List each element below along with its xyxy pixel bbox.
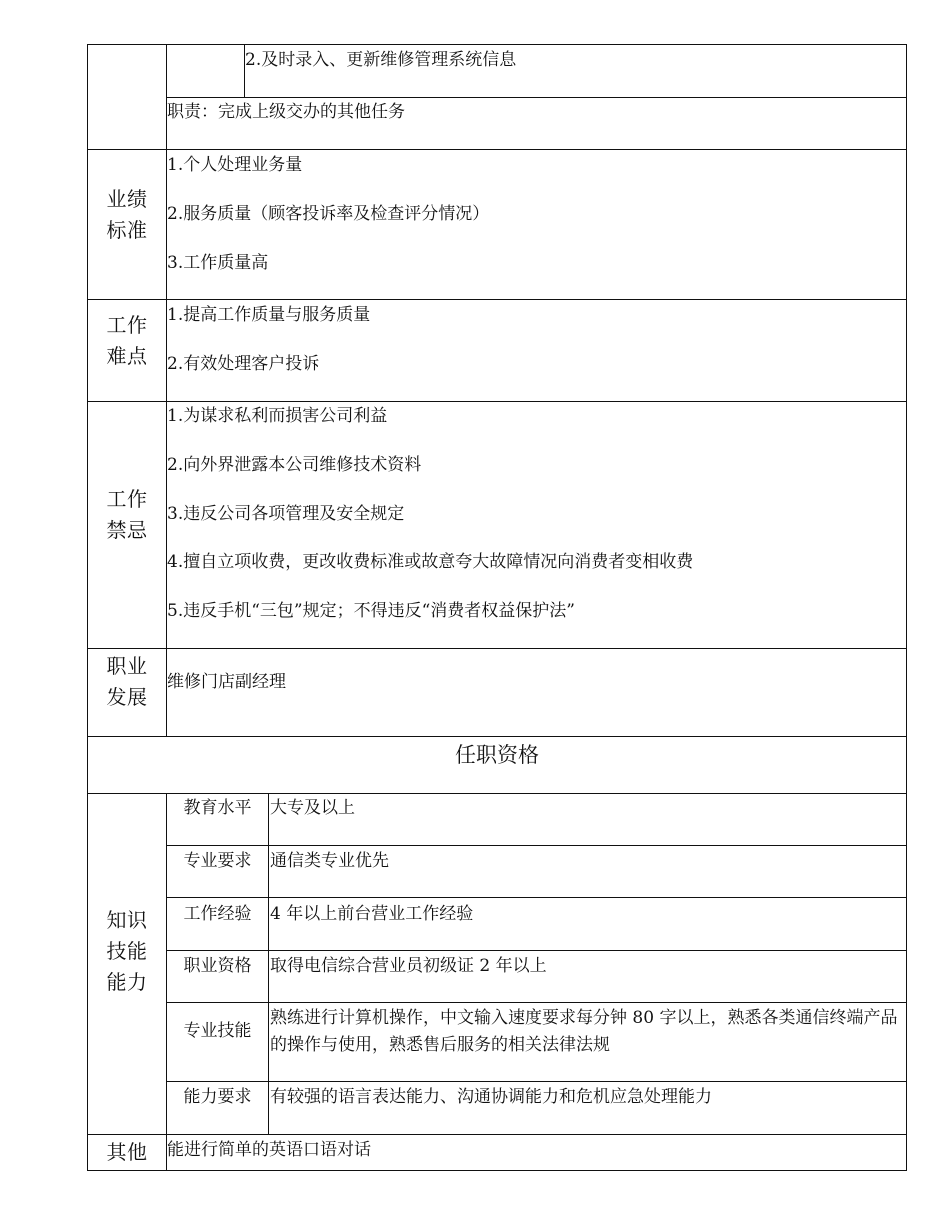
- duties-item-2: 2.及时录入、更新维修管理系统信息: [245, 50, 517, 70]
- prohibition-item: 1.为谋求私利而损害公司利益: [167, 406, 388, 426]
- knowledge-row-divider: [166, 845, 907, 846]
- prohibition-item: 2.向外界泄露本公司维修技术资料: [167, 455, 422, 475]
- row-divider: [87, 648, 907, 649]
- career-label: 职业发展: [106, 654, 148, 709]
- performance-item: 1.个人处理业务量: [167, 155, 303, 175]
- knowledge-row-divider: [166, 1002, 907, 1003]
- knowledge-value: 取得电信综合营业员初级证 2 年以上: [270, 956, 547, 976]
- knowledge-key: 工作经验: [183, 904, 252, 924]
- row-divider: [87, 793, 907, 794]
- other-label: 其他: [106, 1140, 148, 1164]
- qualifications-title: 任职资格: [455, 743, 539, 767]
- knowledge-key: 专业要求: [183, 851, 252, 871]
- row-divider: [87, 736, 907, 737]
- knowledge-value: 通信类专业优先: [270, 851, 389, 871]
- prohibition-item: 5.违反手机“三包”规定；不得违反“消费者权益保护法”: [167, 601, 575, 621]
- row-divider: [87, 149, 907, 150]
- prohibition-item: 3.违反公司各项管理及安全规定: [167, 504, 405, 524]
- prohibitions-label: 工作禁忌: [106, 487, 148, 542]
- performance-item: 2.服务质量（顾客投诉率及检查评分情况）: [167, 204, 490, 224]
- performance-label: 业绩标准: [106, 187, 148, 242]
- knowledge-key: 能力要求: [183, 1087, 252, 1107]
- difficulties-item: 2.有效处理客户投诉: [167, 354, 320, 374]
- knowledge-key: 职业资格: [183, 956, 252, 976]
- knowledge-key: 教育水平: [183, 798, 252, 818]
- row-divider: [166, 97, 907, 98]
- prohibition-item: 4.擅自立项收费，更改收费标准或故意夸大故障情况向消费者变相收费: [167, 552, 694, 572]
- table-border-bottom: [87, 1170, 907, 1171]
- knowledge-label: 知识技能能力: [106, 908, 148, 994]
- difficulties-label: 工作难点: [106, 313, 148, 368]
- knowledge-value: 大专及以上: [270, 798, 355, 818]
- difficulties-item: 1.提高工作质量与服务质量: [167, 305, 371, 325]
- knowledge-key: 专业技能: [183, 1021, 252, 1041]
- knowledge-row-divider: [166, 950, 907, 951]
- performance-item: 3.工作质量高: [167, 253, 269, 273]
- label-column-divider: [166, 44, 167, 737]
- knowledge-row-divider: [166, 897, 907, 898]
- duties-other: 职责：完成上级交办的其他任务: [167, 102, 405, 122]
- row-divider: [87, 1134, 907, 1135]
- knowledge-value: 4 年以上前台营业工作经验: [270, 904, 474, 924]
- career-value: 维修门店副经理: [167, 672, 286, 692]
- knowledge-value: 熟练进行计算机操作，中文输入速度要求每分钟 80 字以上，熟悉各类通信终端产品的操作与使用，熟悉售后服务的相关法律法规: [270, 1008, 898, 1055]
- row-divider: [87, 401, 907, 402]
- knowledge-row-divider: [166, 1081, 907, 1082]
- other-value: 能进行简单的英语口语对话: [167, 1140, 371, 1160]
- row-divider: [87, 299, 907, 300]
- table-border-top: [87, 44, 907, 45]
- knowledge-value: 有较强的语言表达能力、沟通协调能力和危机应急处理能力: [270, 1087, 712, 1107]
- table-border-left: [87, 44, 88, 1171]
